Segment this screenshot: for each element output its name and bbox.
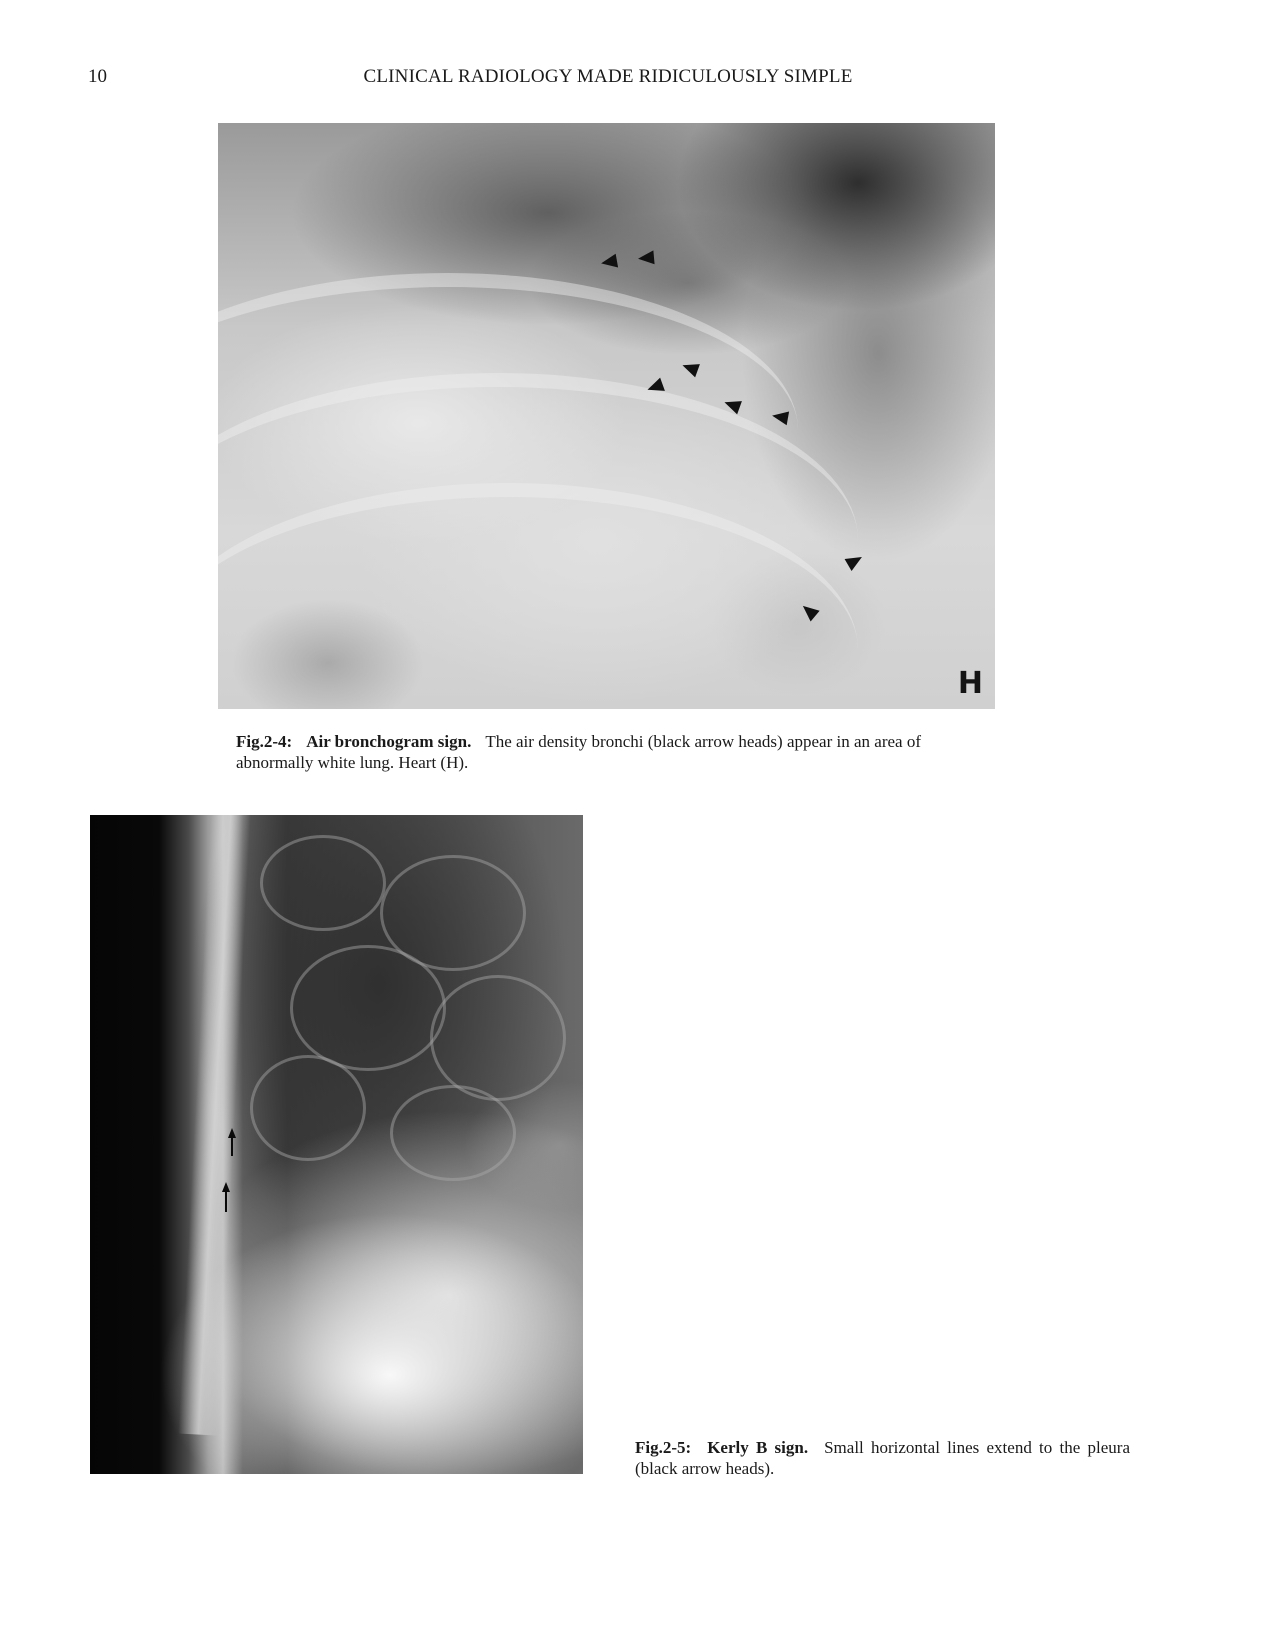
chest-wall-stripe <box>178 815 251 1436</box>
figure-caption-text: Small horizontal lines extend to the pleura (black arrow heads). <box>635 1438 1131 1478</box>
heart-label: H <box>957 666 983 701</box>
figure-2-4-caption <box>236 731 996 773</box>
lung-marking <box>430 975 566 1101</box>
figure-2-4-xray <box>218 123 995 709</box>
lung-marking <box>290 945 446 1071</box>
figure-id: Fig.2-4: <box>236 732 293 751</box>
arrowhead-icon <box>600 254 618 271</box>
arrow-icon <box>222 1182 230 1212</box>
figure-caption-text: The air density bronchi (black arrow heads) appear in an area of abnormally white lung. Heart (H). <box>236 732 921 772</box>
figure-title: Kerly B sign. <box>707 1438 809 1457</box>
arrowhead-icon <box>637 250 654 265</box>
figure-title: Air bronchogram sign. <box>306 732 472 751</box>
arrow-icon <box>228 1128 236 1156</box>
lung-marking <box>260 835 386 931</box>
figure-id: Fig.2-5: <box>635 1438 692 1457</box>
lung-marking <box>390 1085 516 1181</box>
page-number: 10 <box>88 66 107 87</box>
figure-2-5-xray <box>90 815 583 1474</box>
running-header: CLINICAL RADIOLOGY MADE RIDICULOUSLY SIMPLE <box>363 66 853 87</box>
arrowhead-icon <box>771 409 789 426</box>
lung-marking <box>250 1055 366 1161</box>
figure-2-5-caption <box>635 1437 1130 1479</box>
